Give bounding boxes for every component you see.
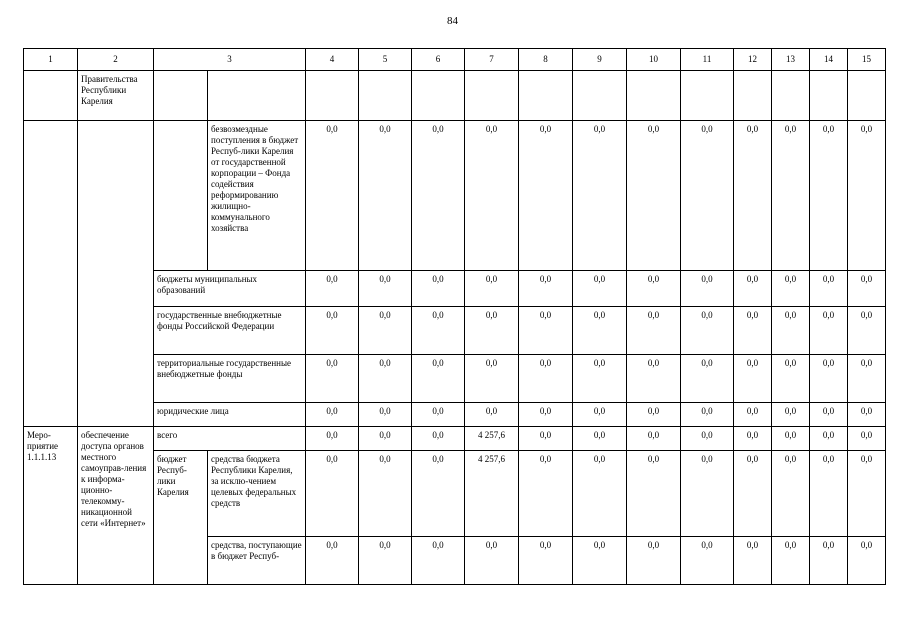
value-cell: 0,0 (810, 537, 848, 585)
value-cell: 0,0 (810, 403, 848, 427)
value-cell: 0,0 (573, 403, 627, 427)
value-cell: 0,0 (359, 307, 412, 355)
value-cell: 0,0 (359, 537, 412, 585)
header-row (24, 49, 886, 71)
header-cell: 10 (627, 49, 681, 71)
value-cell: 0,0 (573, 537, 627, 585)
value-cell: 0,0 (465, 307, 519, 355)
value-cell: 0,0 (465, 355, 519, 403)
value-cell: 0,0 (412, 451, 465, 537)
responsible-cell: Правительства Республики Карелия (78, 71, 154, 121)
value-cell: 0,0 (848, 271, 886, 307)
header-cell: 2 (78, 49, 154, 71)
value-cell: 4 257,6 (465, 427, 519, 451)
table-row (24, 427, 886, 451)
value-cell: 0,0 (772, 537, 810, 585)
value-cell: 0,0 (848, 427, 886, 451)
value-cell: 0,0 (573, 271, 627, 307)
value-cell: 0,0 (772, 355, 810, 403)
value-cell: 0,0 (412, 121, 465, 271)
value-cell: 0,0 (519, 355, 573, 403)
table-row (24, 451, 886, 537)
value-cell: 0,0 (681, 403, 734, 427)
value-cell: 0,0 (681, 427, 734, 451)
value-cell: 0,0 (306, 271, 359, 307)
value-cell: 0,0 (465, 271, 519, 307)
table-cell (772, 71, 810, 121)
table-cell (412, 71, 465, 121)
header-cell: 14 (810, 49, 848, 71)
table-row (24, 71, 886, 121)
value-cell: 0,0 (465, 537, 519, 585)
table-cell (848, 71, 886, 121)
table-row (24, 307, 886, 355)
value-cell: 0,0 (412, 427, 465, 451)
table-cell (154, 121, 208, 271)
value-cell: 0,0 (359, 403, 412, 427)
header-cell: 6 (412, 49, 465, 71)
table-cell (154, 71, 208, 121)
value-cell: 0,0 (519, 451, 573, 537)
value-cell: 0,0 (627, 403, 681, 427)
table-cell (681, 71, 734, 121)
header-cell: 13 (772, 49, 810, 71)
value-cell: 0,0 (519, 121, 573, 271)
value-cell: 4 257,6 (465, 451, 519, 537)
header-cell: 8 (519, 49, 573, 71)
source-label: средства, поступающие в бюджет Респуб- (208, 537, 306, 585)
value-cell: 0,0 (573, 121, 627, 271)
header-cell: 3 (154, 49, 306, 71)
value-cell: 0,0 (306, 537, 359, 585)
value-cell: 0,0 (412, 403, 465, 427)
value-cell: 0,0 (573, 307, 627, 355)
value-cell: 0,0 (681, 451, 734, 537)
value-cell: 0,0 (627, 537, 681, 585)
value-cell: 0,0 (848, 537, 886, 585)
table-cell (306, 71, 359, 121)
value-cell: 0,0 (848, 121, 886, 271)
value-cell: 0,0 (627, 271, 681, 307)
measure-code: Меро-приятие 1.1.1.13 (24, 427, 78, 585)
value-cell: 0,0 (681, 307, 734, 355)
source-label: юридические лица (154, 403, 306, 427)
source-label: средства бюджета Республики Карелия, за исклю-чением целевых федеральных средств (208, 451, 306, 537)
value-cell: 0,0 (848, 451, 886, 537)
table-row (24, 271, 886, 307)
header-cell: 11 (681, 49, 734, 71)
value-cell: 0,0 (519, 271, 573, 307)
value-cell: 0,0 (810, 355, 848, 403)
table-cell (24, 71, 78, 121)
value-cell: 0,0 (627, 451, 681, 537)
value-cell: 0,0 (772, 427, 810, 451)
value-cell: 0,0 (359, 271, 412, 307)
value-cell: 0,0 (772, 307, 810, 355)
value-cell: 0,0 (465, 403, 519, 427)
table-cell (24, 121, 78, 427)
source-label: всего (154, 427, 306, 451)
value-cell: 0,0 (573, 451, 627, 537)
value-cell: 0,0 (810, 427, 848, 451)
value-cell: 0,0 (772, 451, 810, 537)
table-row (24, 121, 886, 271)
value-cell: 0,0 (519, 307, 573, 355)
measure-description: обеспечение доступа органов местного самоуправ-ления к информа-ционно-телекомму-никационной сети «Интернет» (78, 427, 154, 585)
table-row (24, 355, 886, 403)
value-cell: 0,0 (359, 427, 412, 451)
value-cell: 0,0 (848, 403, 886, 427)
value-cell: 0,0 (627, 427, 681, 451)
value-cell: 0,0 (306, 307, 359, 355)
budget-category: бюджет Респуб-лики Карелия (154, 451, 208, 585)
value-cell: 0,0 (412, 537, 465, 585)
value-cell: 0,0 (810, 307, 848, 355)
value-cell: 0,0 (359, 451, 412, 537)
value-cell: 0,0 (734, 427, 772, 451)
value-cell: 0,0 (810, 121, 848, 271)
table-row (24, 403, 886, 427)
value-cell: 0,0 (681, 121, 734, 271)
value-cell: 0,0 (810, 271, 848, 307)
value-cell: 0,0 (359, 121, 412, 271)
value-cell: 0,0 (306, 121, 359, 271)
header-cell: 5 (359, 49, 412, 71)
value-cell: 0,0 (573, 427, 627, 451)
value-cell: 0,0 (734, 355, 772, 403)
value-cell: 0,0 (681, 271, 734, 307)
value-cell: 0,0 (412, 271, 465, 307)
value-cell: 0,0 (772, 403, 810, 427)
value-cell: 0,0 (519, 537, 573, 585)
table-cell (573, 71, 627, 121)
header-cell: 1 (24, 49, 78, 71)
table-cell (627, 71, 681, 121)
page-number: 84 (447, 15, 458, 27)
table-cell (810, 71, 848, 121)
value-cell: 0,0 (734, 451, 772, 537)
header-cell: 4 (306, 49, 359, 71)
value-cell: 0,0 (734, 121, 772, 271)
value-cell: 0,0 (627, 307, 681, 355)
value-cell: 0,0 (412, 355, 465, 403)
value-cell: 0,0 (412, 307, 465, 355)
value-cell: 0,0 (465, 121, 519, 271)
value-cell: 0,0 (734, 537, 772, 585)
value-cell: 0,0 (810, 451, 848, 537)
source-label: государственные внебюджетные фонды Российской Федерации (154, 307, 306, 355)
table-cell (465, 71, 519, 121)
value-cell: 0,0 (734, 307, 772, 355)
header-cell: 9 (573, 49, 627, 71)
value-cell: 0,0 (519, 403, 573, 427)
source-label: бюджеты муниципальных образований (154, 271, 306, 307)
value-cell: 0,0 (681, 355, 734, 403)
value-cell: 0,0 (627, 121, 681, 271)
header-cell: 15 (848, 49, 886, 71)
table-cell (359, 71, 412, 121)
value-cell: 0,0 (359, 355, 412, 403)
value-cell: 0,0 (519, 427, 573, 451)
value-cell: 0,0 (734, 271, 772, 307)
value-cell: 0,0 (306, 355, 359, 403)
value-cell: 0,0 (772, 121, 810, 271)
table-cell (208, 71, 306, 121)
header-cell: 7 (465, 49, 519, 71)
table-cell (519, 71, 573, 121)
value-cell: 0,0 (627, 355, 681, 403)
value-cell: 0,0 (772, 271, 810, 307)
table-cell (78, 121, 154, 427)
source-label: безвозмездные поступления в бюджет Респуб-лики Карелия от государственной корпорации – Фонда содействия реформированию жилищно-коммунального хозяйства (208, 121, 306, 271)
value-cell: 0,0 (573, 355, 627, 403)
value-cell: 0,0 (848, 355, 886, 403)
budget-table (23, 48, 886, 585)
value-cell: 0,0 (306, 427, 359, 451)
value-cell: 0,0 (306, 451, 359, 537)
header-cell: 12 (734, 49, 772, 71)
table-cell (734, 71, 772, 121)
value-cell: 0,0 (681, 537, 734, 585)
value-cell: 0,0 (734, 403, 772, 427)
source-label: территориальные государственные внебюджетные фонды (154, 355, 306, 403)
value-cell: 0,0 (306, 403, 359, 427)
value-cell: 0,0 (848, 307, 886, 355)
